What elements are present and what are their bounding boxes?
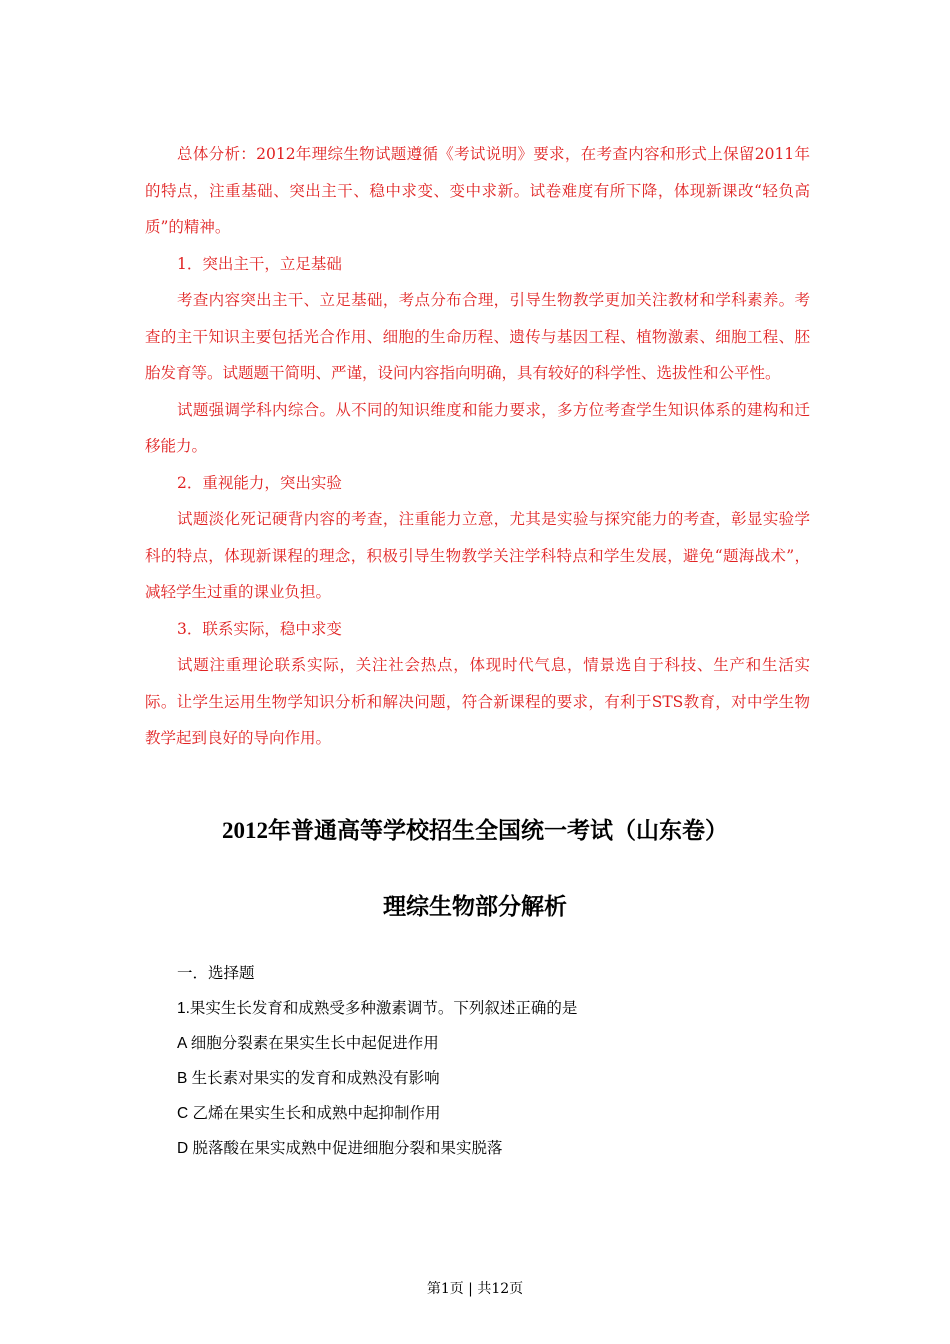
- analysis-paragraph-2: 试题强调学科内综合。从不同的知识维度和能力要求，多方位考查学生知识体系的建构和迁移能力。: [145, 400, 810, 455]
- page-footer: 第1页 | 共12页: [426, 1281, 524, 1297]
- exam-title: 2012年普通高等学校招生全国统一考试（山东卷）: [222, 818, 728, 843]
- question-1: 1.果实生长发育和成熟受多种激素调节。下列叙述正确的是: [177, 1000, 578, 1017]
- analysis-heading-2: 2．重视能力，突出实验: [177, 473, 342, 492]
- analysis-heading-1: 1．突出主干，立足基础: [177, 254, 342, 273]
- analysis-intro: 总体分析：2012年理综生物试题遵循《考试说明》要求，在考查内容和形式上保留2011年的特点，注重基础、突出主干、稳中求变、变中求新。试卷难度有所下降，体现新课改“轻负高质”的精神。: [145, 145, 810, 236]
- analysis-paragraph-3: 试题淡化死记硬背内容的考查，注重能力立意，尤其是实验与探究能力的考查，彰显实验学科的特点，体现新课程的理念，积极引导生物教学关注学科特点和学生发展，避免“题海战术”，减轻学生过重的课业负担。: [145, 510, 810, 601]
- option-b: B 生长素对果实的发育和成熟没有影响: [177, 1070, 440, 1087]
- exam-subtitle: 理综生物部分解析: [383, 894, 567, 919]
- analysis-paragraph-1: 考查内容突出主干、立足基础，考点分布合理，引导生物教学更加关注教材和学科素养。考查的主干知识主要包括光合作用、细胞的生命历程、遗传与基因工程、植物激素、细胞工程、胚胎发育等。试题题干简明、严谨，设问内容指向明确，具有较好的科学性、选拔性和公平性。: [145, 291, 810, 382]
- analysis-heading-3: 3．联系实际，稳中求变: [177, 619, 342, 638]
- option-a: A 细胞分裂素在果实生长中起促进作用: [177, 1035, 439, 1052]
- option-d: D 脱落酸在果实成熟中促进细胞分裂和果实脱落: [177, 1140, 503, 1157]
- option-c: C 乙烯在果实生长和成熟中起抑制作用: [177, 1105, 441, 1122]
- section-heading: 一．选择题: [177, 965, 255, 982]
- overall-analysis: [145, 136, 810, 757]
- question-section: [177, 956, 817, 1166]
- analysis-paragraph-4: 试题注重理论联系实际，关注社会热点，体现时代气息，情景选自于科技、生产和生活实际。让学生运用生物学知识分析和解决问题，符合新课程的要求，有利于STS教育，对中学生物教学起到良好的导向作用。: [145, 656, 810, 747]
